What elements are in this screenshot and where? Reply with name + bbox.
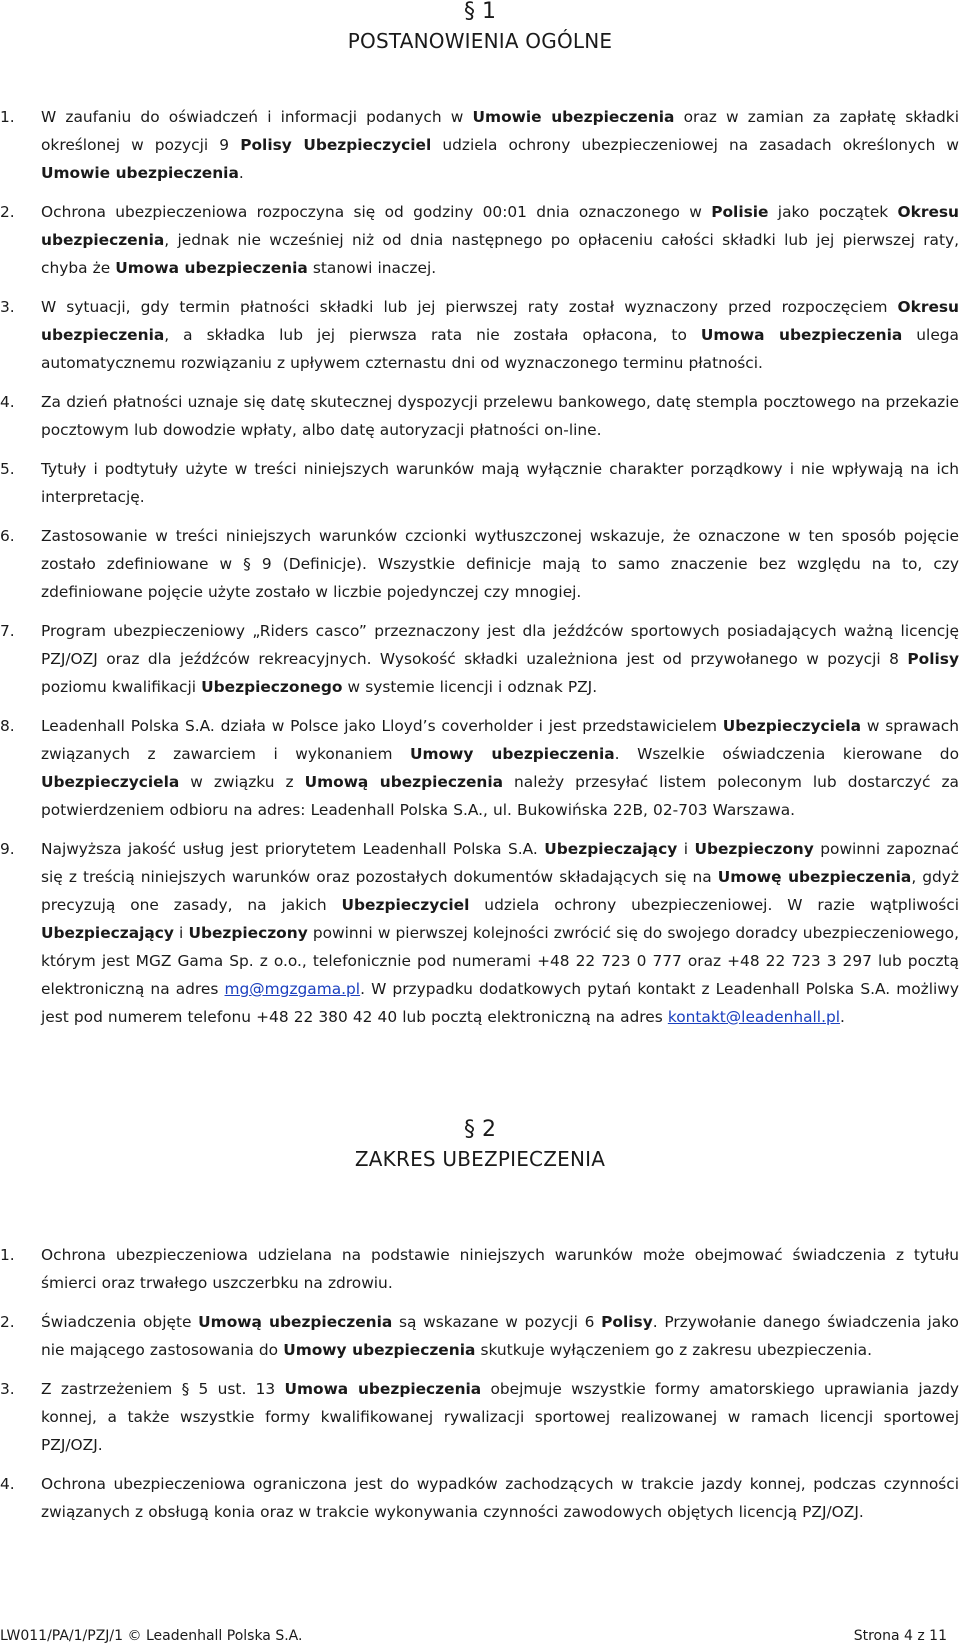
list-item-text: Program ubezpieczeniowy „Riders casco” przeznaczony jest dla jeźdźców sportowych posiadających ważną licencję PZJ/OZJ oraz dla jeźdźców rekreacyjnych. Wysokość składki uzależniona jest od przywołanego w pozycji 8 Polisy poziomu kwalifikacji Ubezpieczonego w systemie licencji i odznak PZJ. bbox=[41, 622, 959, 696]
list-item-number: 4. bbox=[0, 1475, 15, 1493]
list-item-number: 2. bbox=[0, 203, 15, 221]
defined-term: Umowie ubezpieczenia bbox=[472, 108, 675, 126]
list-item bbox=[0, 388, 960, 444]
list-item bbox=[0, 712, 960, 824]
defined-term: Umowa ubezpieczenia bbox=[115, 259, 308, 277]
section-1-title: POSTANOWIENIA OGÓLNE bbox=[347, 29, 613, 53]
list-item-number: 5. bbox=[0, 460, 15, 478]
list-item bbox=[0, 1375, 960, 1459]
defined-term: Ubezpieczonego bbox=[201, 678, 343, 696]
list-item-text: Z zastrzeżeniem § 5 ust. 13 Umowa ubezpieczenia obejmuje wszystkie formy amatorskiego uprawiania jazdy konnej, a także wszystkie formy kwalifikowanej rywalizacji sportowej realizowanej w ramach licencji sportowej PZJ/OZJ. bbox=[41, 1380, 959, 1454]
list-item-number: 8. bbox=[0, 717, 15, 735]
defined-term: Ubezpieczający bbox=[544, 840, 678, 858]
list-item bbox=[0, 835, 960, 1031]
list-item bbox=[0, 617, 960, 701]
defined-term: Ubezpieczony bbox=[188, 924, 308, 942]
list-item bbox=[0, 455, 960, 511]
defined-term: Umową ubezpieczenia bbox=[304, 773, 504, 791]
list-item-text: Leadenhall Polska S.A. działa w Polsce jako Lloyd’s coverholder i jest przedstawicielem Ubezpieczyciela w sprawach związanych z zawarciem i wykonaniem Umowy ubezpieczenia. Wszelkie oświadczenia kierowane do Ubezpieczyciela w związku z Umową ubezpieczenia należy przesyłać listem poleconym lub dostarczyć za potwierdzeniem odbioru na adres: Leadenhall Polska S.A., ul. Bukowińska 22B, 02-703 Warszawa. bbox=[41, 717, 959, 819]
defined-term: Ubezpieczający bbox=[41, 924, 174, 942]
defined-term: Ubezpieczyciela bbox=[722, 717, 862, 735]
defined-term: Ubezpieczyciela bbox=[41, 773, 180, 791]
defined-term: Okresu ubezpieczenia bbox=[41, 298, 959, 344]
defined-term: Ubezpieczony bbox=[694, 840, 814, 858]
email-link[interactable]: mg@mgzgama.pl bbox=[224, 980, 361, 998]
list-item-text: W sytuacji, gdy termin płatności składki lub jej pierwszej raty został wyznaczony przed rozpoczęciem Okresu ubezpieczenia, a składka lub jej pierwsza rata nie została opłacona, to Umowa ubezpieczenia ulega automatycznemu rozwiązaniu z upływem czternastu dni od wyznaczonego terminu płatności. bbox=[41, 298, 959, 372]
list-item-text: Tytuły i podtytuły użyte w treści niniejszych warunków mają wyłącznie charakter porządkowy i nie wpływają na ich interpretację. bbox=[41, 460, 959, 506]
list-item-text: Ochrona ubezpieczeniowa rozpoczyna się od godziny 00:01 dnia oznaczonego w Polisie jako początek Okresu ubezpieczenia, jednak nie wcześniej niż od dnia następnego po opłaceniu całości składki lub jej pierwszej raty, chyba że Umowa ubezpieczenia stanowi inaczej. bbox=[41, 203, 960, 277]
list-item-number: 2. bbox=[0, 1313, 15, 1331]
defined-term: Polisy bbox=[907, 650, 959, 668]
defined-term: Umowa ubezpieczenia bbox=[700, 326, 903, 344]
section-1-number: § 1 bbox=[464, 0, 496, 24]
footer-document-id: LW011/PA/1/PZJ/1 © Leadenhall Polska S.A. bbox=[0, 1628, 303, 1644]
defined-term: Umowy ubezpieczenia bbox=[283, 1341, 476, 1359]
list-item bbox=[0, 293, 960, 377]
list-item-text: Najwyższa jakość usług jest priorytetem Leadenhall Polska S.A. Ubezpieczający i Ubezpieczony powinni zapoznać się z treścią niniejszych warunków oraz pozostałych dokumentów składających się na Umowę ubezpieczenia, gdyż precyzują one zasady, na jakich Ubezpieczyciel udziela ochrony ubezpieczeniowej. W razie wątpliwości Ubezpieczający i Ubezpieczony powinni w pierwszej kolejności zwrócić się do swojego doradcy ubezpieczeniowego, którym jest MGZ Gama Sp. z o.o., telefonicznie pod numerami +48 22 723 0 777 oraz +48 22 723 3 297 lub pocztą elektroniczną na adres mg@mgzgama.pl. W przypadku dodatkowych pytań kontakt z Leadenhall Polska S.A. możliwy jest pod numerem telefonu +48 22 380 42 40 lub pocztą elektroniczną na adres kontakt@leadenhall.pl. bbox=[41, 840, 959, 1026]
defined-term: Umowie ubezpieczenia bbox=[41, 164, 239, 182]
defined-term: Okresu ubezpieczenia bbox=[41, 203, 960, 249]
list-item bbox=[0, 198, 960, 282]
list-item bbox=[0, 522, 960, 606]
list-item-text: Ochrona ubezpieczeniowa udzielana na podstawie niniejszych warunków może obejmować świadczenia z tytułu śmierci oraz trwałego uszczerbku na zdrowiu. bbox=[41, 1246, 959, 1292]
list-item bbox=[0, 1308, 960, 1364]
list-item-text: W zaufaniu do oświadczeń i informacji podanych w Umowie ubezpieczenia oraz w zamian za zapłatę składki określonej w pozycji 9 Polisy Ubezpieczyciel udziela ochrony ubezpieczeniowej na zasadach określonych w Umowie ubezpieczenia. bbox=[41, 108, 960, 182]
list-item-number: 9. bbox=[0, 840, 15, 858]
list-item-number: 1. bbox=[0, 108, 15, 126]
defined-term: Umową ubezpieczenia bbox=[198, 1313, 393, 1331]
list-item bbox=[0, 1241, 960, 1297]
list-item-number: 7. bbox=[0, 622, 15, 640]
section-1-header bbox=[0, 0, 960, 56]
list-item-number: 1. bbox=[0, 1246, 15, 1264]
defined-term: Polisy Ubezpieczyciel bbox=[240, 136, 432, 154]
section-2-number: § 2 bbox=[464, 1117, 496, 1142]
defined-term: Umowa ubezpieczenia bbox=[284, 1380, 482, 1398]
email-link[interactable]: kontakt@leadenhall.pl bbox=[667, 1008, 841, 1026]
list-item-text: Świadczenia objęte Umową ubezpieczenia są wskazane w pozycji 6 Polisy. Przywołanie danego świadczenia jako nie mającego zastosowania do Umowy ubezpieczenia skutkuje wyłączeniem go z zakresu ubezpieczenia. bbox=[41, 1313, 959, 1359]
section-2-header bbox=[0, 1116, 960, 1174]
list-item-text: Ochrona ubezpieczeniowa ograniczona jest do wypadków zachodzących w trakcie jazdy konnej, podczas czynności związanych z obsługą konia oraz w trakcie wykonywania czynności zawodowych objętych licencją PZJ/OZJ. bbox=[41, 1475, 959, 1521]
section-2-list bbox=[0, 1241, 960, 1537]
list-item bbox=[0, 1470, 960, 1526]
footer-page-number: Strona 4 z 11 bbox=[853, 1628, 947, 1644]
defined-term: Ubezpieczyciel bbox=[341, 896, 470, 914]
defined-term: Umowę ubezpieczenia bbox=[717, 868, 912, 886]
list-item bbox=[0, 103, 960, 187]
section-1-list bbox=[0, 103, 960, 1042]
defined-term: Polisie bbox=[711, 203, 769, 221]
defined-term: Umowy ubezpieczenia bbox=[410, 745, 615, 763]
list-item-text: Zastosowanie w treści niniejszych warunków czcionki wytłuszczonej wskazuje, że oznaczone w ten sposób pojęcie zostało zdefiniowane w § 9 (Definicje). Wszystkie definicje mają to samo znaczenie bez względu na to, czy zdefiniowane pojęcie użyte zostało w liczbie pojedynczej czy mnogiej. bbox=[41, 527, 959, 601]
defined-term: Polisy bbox=[601, 1313, 653, 1331]
list-item-number: 3. bbox=[0, 1380, 15, 1398]
list-item-text: Za dzień płatności uznaje się datę skutecznej dyspozycji przelewu bankowego, datę stempla pocztowego na przekazie pocztowym lub dowodzie wpłaty, albo datę autoryzacji płatności on-line. bbox=[41, 393, 959, 439]
list-item-number: 4. bbox=[0, 393, 15, 411]
section-2-title: ZAKRES UBEZPIECZENIA bbox=[354, 1147, 606, 1171]
list-item-number: 3. bbox=[0, 298, 15, 316]
list-item-number: 6. bbox=[0, 527, 15, 545]
